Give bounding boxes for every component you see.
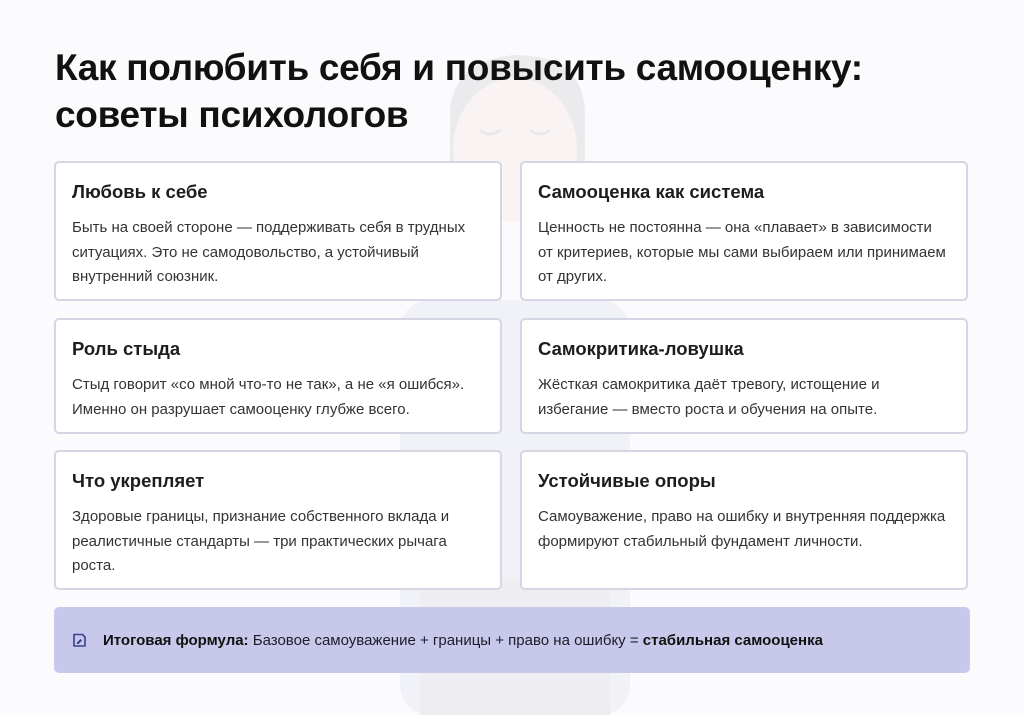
card-text: Здоровые границы, признание собственного вклада и реалистичные стандарты — три практических рычага роста. <box>72 508 450 574</box>
card-text: Самоуважение, право на ошибку и внутренняя поддержка формируют стабильный фундамент личности. <box>538 508 946 550</box>
card-text: Стыд говорит «со мной что-то не так», а не «я ошибся». Именно он разрушает самооценку глубже всего. <box>72 376 465 418</box>
card-title: Что укрепляет <box>72 470 205 491</box>
card-stable-supports <box>520 450 968 590</box>
card-self-criticism-trap <box>520 318 968 434</box>
page-title <box>55 44 955 138</box>
card-text: Жёсткая самокритика даёт тревогу, истощение и избегание — вместо роста и обучения на опыте. <box>538 376 880 418</box>
page-title-line-1: Как полюбить себя и повысить самооценку: <box>55 47 863 88</box>
summary-label: Итоговая формула: <box>103 631 249 649</box>
card-text: Ценность не постоянна — она «плавает» в зависимости от критериев, которые мы сами выбираем или принимаем от других. <box>538 219 946 285</box>
card-text: Быть на своей стороне — поддерживать себя в трудных ситуациях. Это не самодовольство, а устойчивый внутренний союзник. <box>72 219 466 285</box>
card-title: Устойчивые опоры <box>538 470 716 491</box>
card-title: Любовь к себе <box>72 181 208 202</box>
card-title: Самокритика-ловушка <box>538 338 744 359</box>
note-icon <box>72 633 87 648</box>
card-what-strengthens <box>54 450 502 590</box>
summary-text: Базовое самоуважение + границы + право на ошибку = <box>248 631 643 649</box>
card-title: Самооценка как система <box>538 181 765 202</box>
card-self-esteem-system <box>520 161 968 301</box>
page-title-line-2: советы психологов <box>55 94 409 135</box>
summary-banner <box>54 607 970 673</box>
card-title: Роль стыда <box>72 338 181 359</box>
summary-result: стабильная самооценка <box>642 631 823 649</box>
card-role-of-shame <box>54 318 502 434</box>
card-self-love <box>54 161 502 301</box>
